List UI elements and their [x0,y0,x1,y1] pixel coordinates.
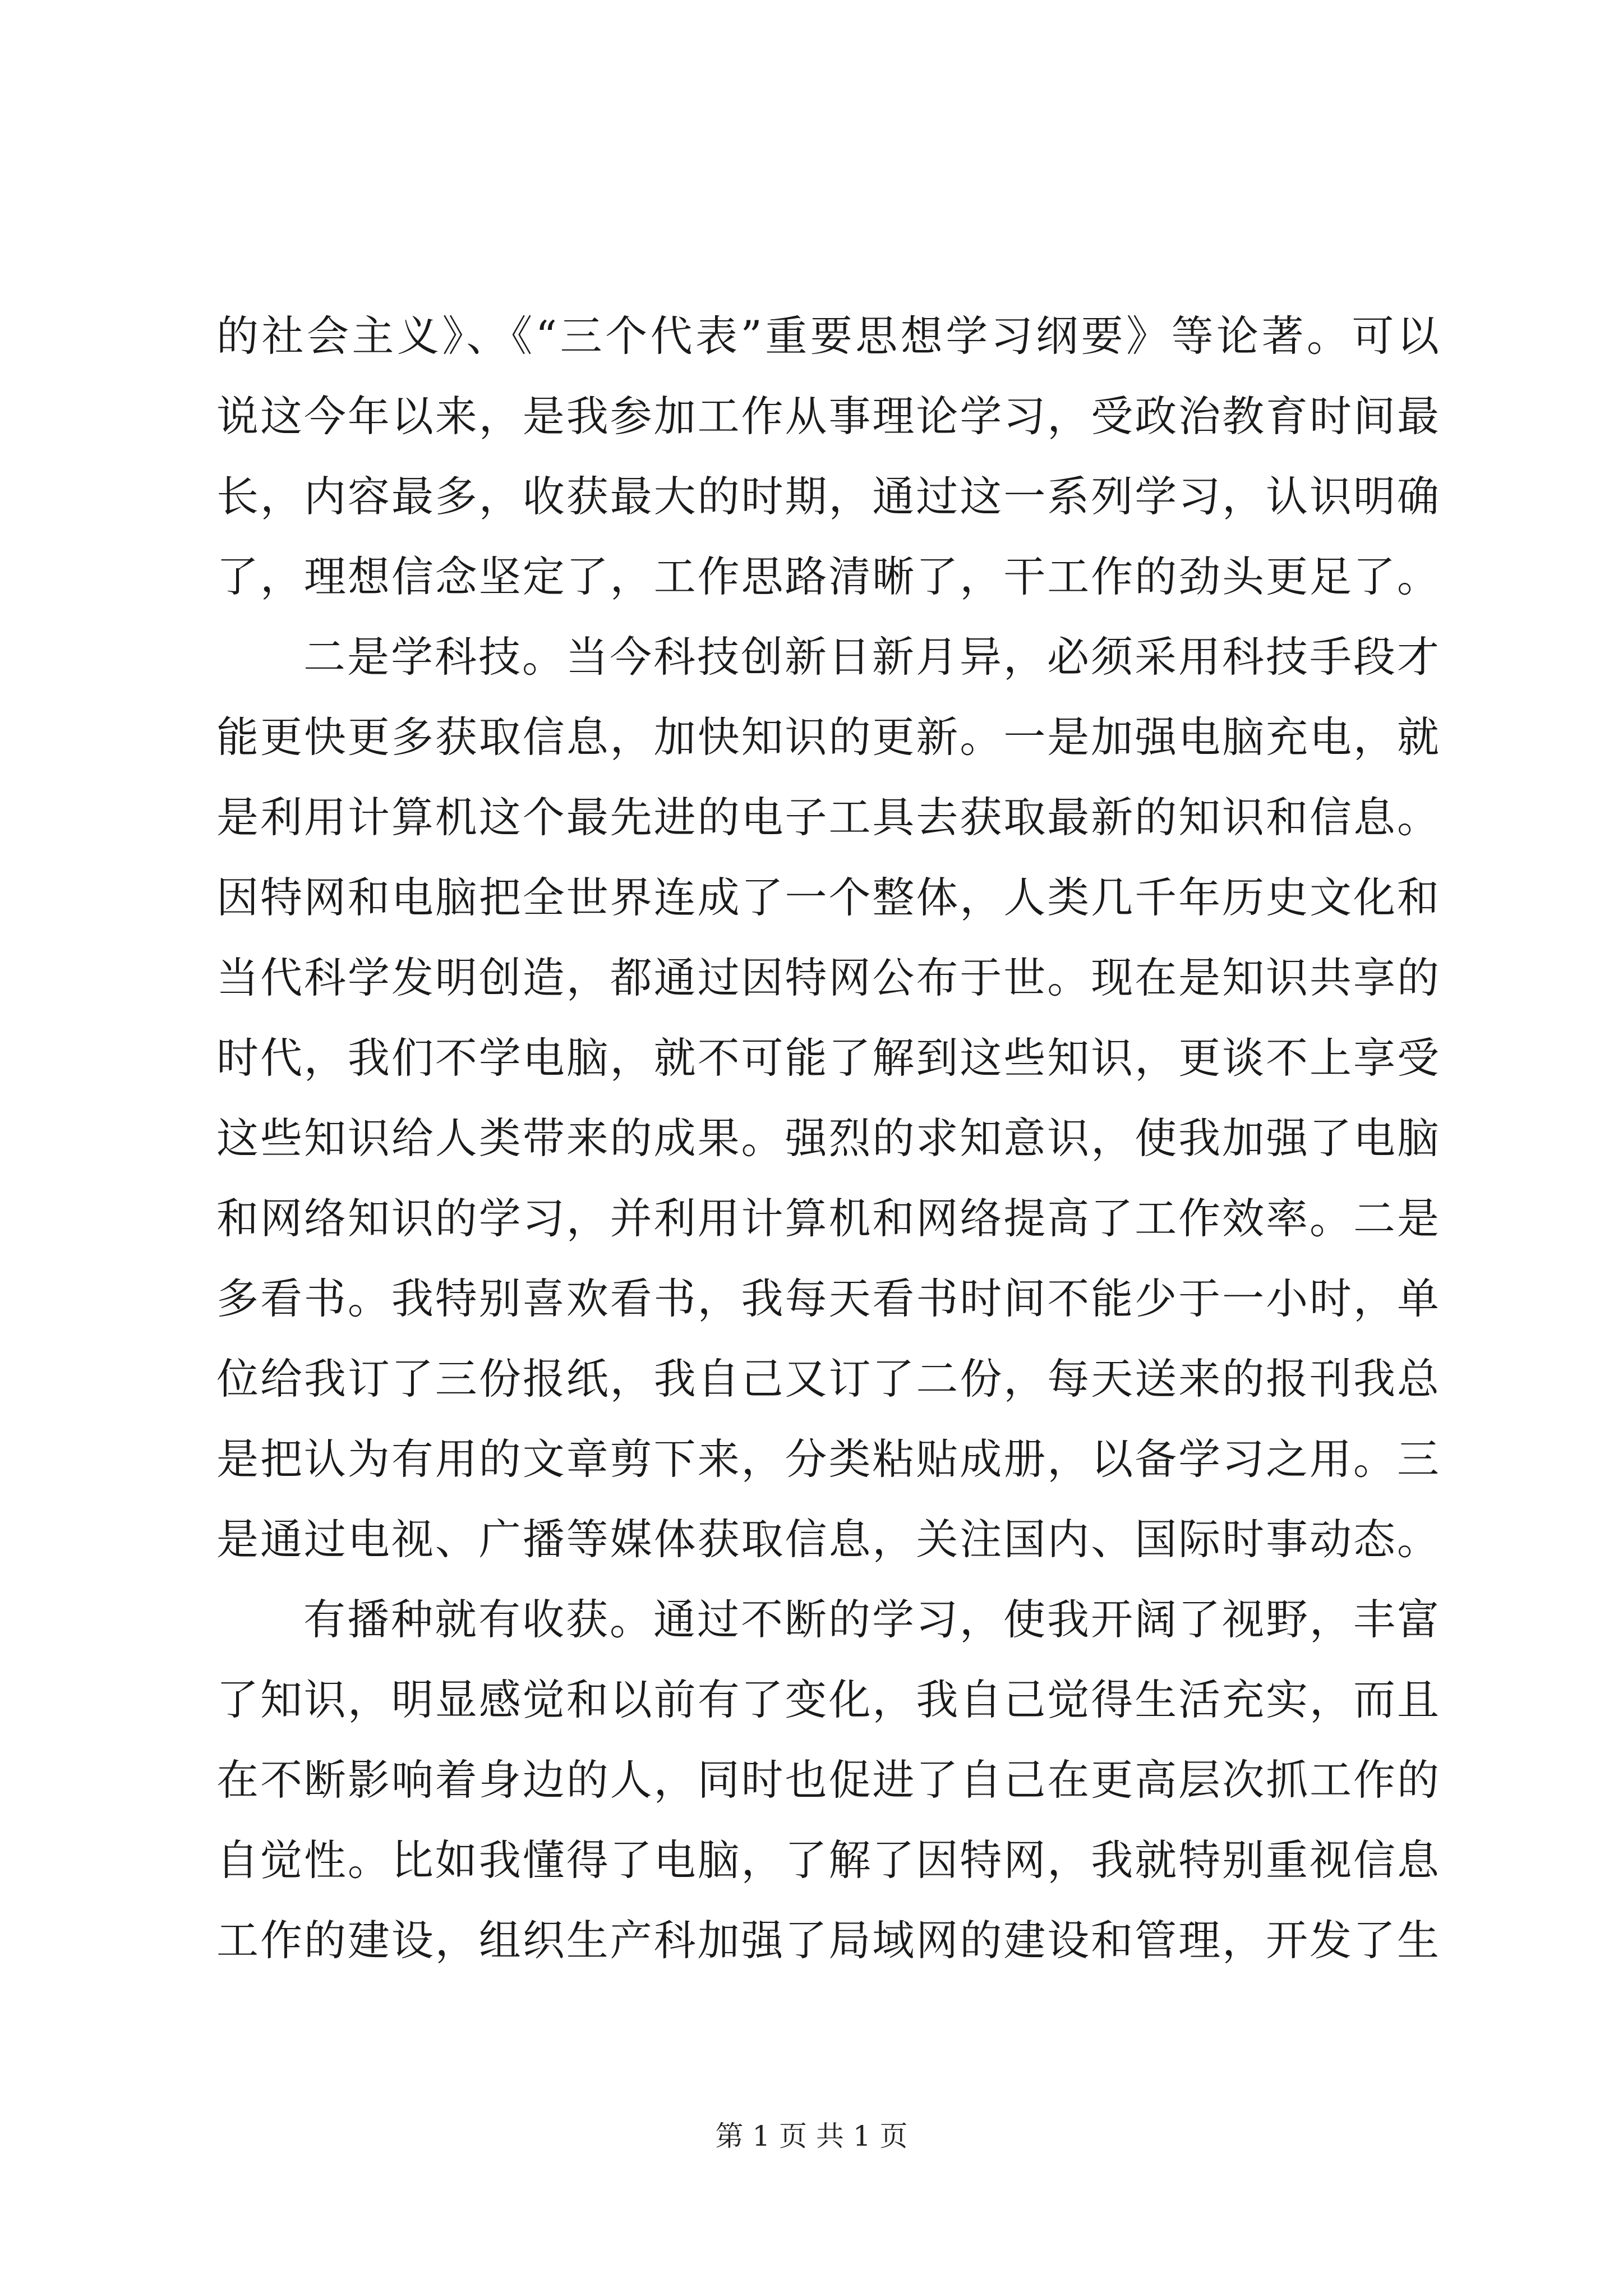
text-line: 时代，我们不学电脑，就不可能了解到这些知识，更谈不上享受 [216,1033,1439,1083]
text-line: 了知识，明显感觉和以前有了变化，我自己觉得生活充实，而且 [216,1675,1439,1724]
page-number-label: 第 1 页 共 1 页 [715,2120,908,2152]
text-line: 是利用计算机这个最先进的电子工具去获取最新的知识和信息。 [216,793,1439,842]
text-line: 多看书。我特别喜欢看书，我每天看书时间不能少于一小时，单 [216,1274,1439,1323]
text-line: 和网络知识的学习，并利用计算机和网络提高了工作效率。二是 [216,1194,1439,1243]
text-line: 了，理想信念坚定了，工作思路清晰了，干工作的劲头更足了。 [216,552,1439,601]
text-line: 位给我订了三份报纸，我自己又订了二份，每天送来的报刊我总 [216,1354,1439,1404]
text-line: 在不断影响着身边的人，同时也促进了自己在更高层次抓工作的 [216,1755,1439,1805]
text-line: 因特网和电脑把全世界连成了一个整体，人类几千年历史文化和 [216,873,1439,922]
text-line: 长，内容最多，收获最大的时期，通过这一系列学习，认识明确 [216,472,1439,521]
document-body [216,296,1439,1981]
text-line: 是把认为有用的文章剪下来，分类粘贴成册，以备学习之用。三 [216,1434,1439,1484]
paragraph-1 [216,296,1439,617]
text-line: 能更快更多获取信息，加快知识的更新。一是加强电脑充电，就 [216,712,1439,762]
text-line: 当代科学发明创造，都通过因特网公布于世。现在是知识共享的 [216,953,1439,1002]
paragraph-3 [216,1580,1439,1981]
text-line: 的社会主义》、《“三个代表”重要思想学习纲要》等论著。可以 [216,311,1439,361]
text-line: 自觉性。比如我懂得了电脑，了解了因特网，我就特别重视信息 [216,1835,1439,1885]
paragraph-2 [216,617,1439,1580]
page-footer [0,2119,1623,2153]
text-line: 二是学科技。当今科技创新日新月异，必须采用科技手段才 [303,632,1439,682]
text-line: 工作的建设，组织生产科加强了局域网的建设和管理，开发了生 [216,1916,1439,1965]
text-line: 这些知识给人类带来的成果。强烈的求知意识，使我加强了电脑 [216,1114,1439,1163]
text-line: 有播种就有收获。通过不断的学习，使我开阔了视野，丰富 [303,1595,1439,1644]
text-line: 说这今年以来，是我参加工作从事理论学习，受政治教育时间最 [216,392,1439,441]
text-line: 是通过电视、广播等媒体获取信息，关注国内、国际时事动态。 [216,1515,1439,1564]
